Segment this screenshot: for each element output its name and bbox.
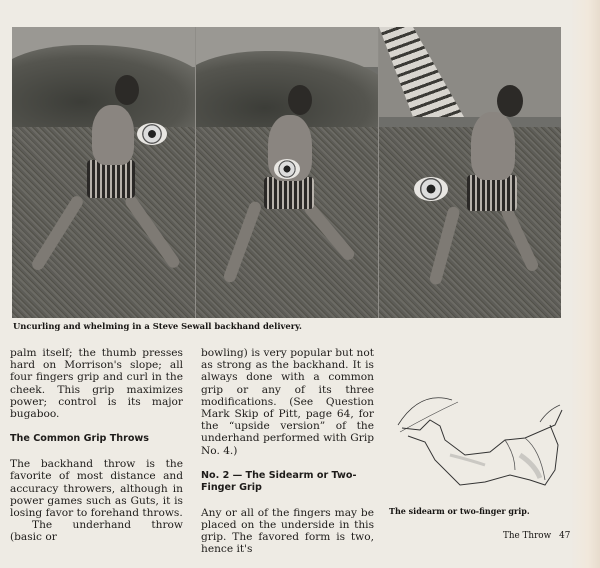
page-number: 47 — [559, 531, 571, 541]
paragraph: Any or all of the fingers may be placed on the underside in this grip. The favored form is two, hence it's — [201, 506, 374, 556]
section-heading: No. 2 — The Sidearm or Two-Finger Grip — [201, 469, 357, 493]
paragraph: bowling) is very popular but not as strong as the backhand. It is always done with a common grip or any of its three modifications. (See Question Mark Skip of Pitt, page 64, for the “upside version” of the underhand performed with Grip No. 4.) — [201, 347, 374, 457]
frisbee-icon — [274, 159, 300, 179]
page-footer — [503, 531, 570, 541]
paragraph: The backhand throw is the favorite of most distance and accuracy throwers, although in power games such as Guts, it is losing favor to forehand throws. — [10, 458, 183, 520]
photo-caption: Uncurling and whelming in a Steve Sewall backhand delivery. — [13, 321, 302, 331]
photo-panel-2 — [196, 27, 378, 318]
text-column-left — [10, 347, 183, 544]
page-edge — [570, 0, 600, 568]
text-column-middle — [201, 347, 374, 556]
running-head: The Throw — [503, 531, 552, 541]
grip-sketch-illustration — [390, 370, 570, 495]
photo-sequence — [12, 27, 561, 318]
paragraph: The underhand throw (basic or — [10, 519, 183, 544]
section-heading: The Common Grip Throws — [10, 433, 149, 445]
frisbee-icon — [137, 123, 167, 145]
photo-panel-1 — [12, 27, 195, 318]
frisbee-icon — [414, 177, 448, 201]
paragraph: palm itself; the thumb presses hard on Morrison's slope; all four fingers grip and curl in the cheek. This grip maximizes power; control is its major bugaboo. — [10, 347, 183, 421]
photo-panel-3 — [379, 27, 561, 318]
figure-caption: The sidearm or two-finger grip. — [389, 506, 530, 516]
